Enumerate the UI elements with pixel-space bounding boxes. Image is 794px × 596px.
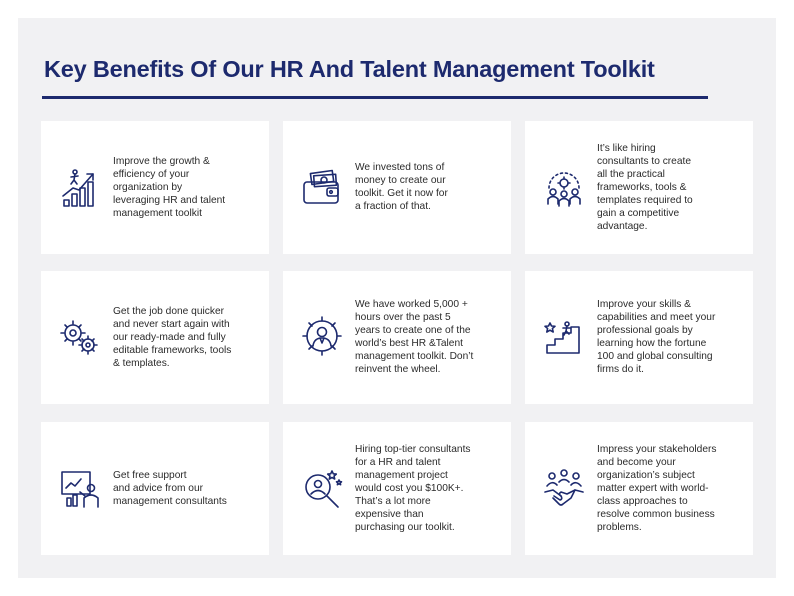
growth-chart-icon: [59, 166, 101, 208]
benefit-text: Improve your skills & capabilities and meet your professional goals by learning how the fortune 100 and global consulting firms do it.: [597, 299, 716, 375]
gears-icon: [59, 315, 101, 357]
benefit-text: We invested tons of money to create our toolkit. Get it now for a fraction of that.: [355, 162, 448, 212]
talent-search-icon: [301, 468, 343, 510]
expert-gear-icon: [301, 315, 343, 357]
page-title: Key Benefits Of Our HR And Talent Management Toolkit: [44, 56, 655, 82]
benefit-card-speed: [41, 271, 269, 404]
benefit-card-stakeholders: [525, 422, 753, 555]
benefit-text: We have worked 5,000 + hours over the past 5 years to create one of the world’s best HR &Talent management toolkit. Don’t reinvent the wheel.: [355, 299, 474, 375]
benefit-text: Get the job done quicker and never start again with our ready-made and fully editable frameworks, tools & templates.: [113, 306, 232, 369]
benefit-card-skills: [525, 271, 753, 404]
consultants-team-icon: [543, 166, 585, 208]
benefit-card-cost: [283, 422, 511, 555]
benefit-card-support: [41, 422, 269, 555]
presentation-support-icon: [59, 468, 101, 510]
benefit-text: Impress your stakeholders and become your organization’s subject matter expert with world- class approaches to resolve common business problems.: [597, 444, 717, 533]
benefit-text: Hiring top-tier consultants for a HR and talent management project would cost you $100K+. That’s a lot more expensive than purchasing our toolkit.: [355, 444, 471, 533]
benefit-text: It’s like hiring consultants to create all the practical frameworks, tools & templates required to gain a competitive advantage.: [597, 143, 693, 232]
benefit-text: Improve the growth & efficiency of your organization by leveraging HR and talent management toolkit: [113, 156, 226, 219]
title-underline: [42, 96, 708, 99]
wallet-money-icon: [301, 166, 343, 208]
benefit-card-investment: [283, 121, 511, 254]
handshake-icon: [543, 468, 585, 510]
benefit-card-growth: [41, 121, 269, 254]
benefit-card-experience: [283, 271, 511, 404]
career-steps-icon: [543, 315, 585, 357]
benefit-card-consultants: [525, 121, 753, 254]
benefit-text: Get free support and advice from our management consultants: [113, 470, 227, 507]
